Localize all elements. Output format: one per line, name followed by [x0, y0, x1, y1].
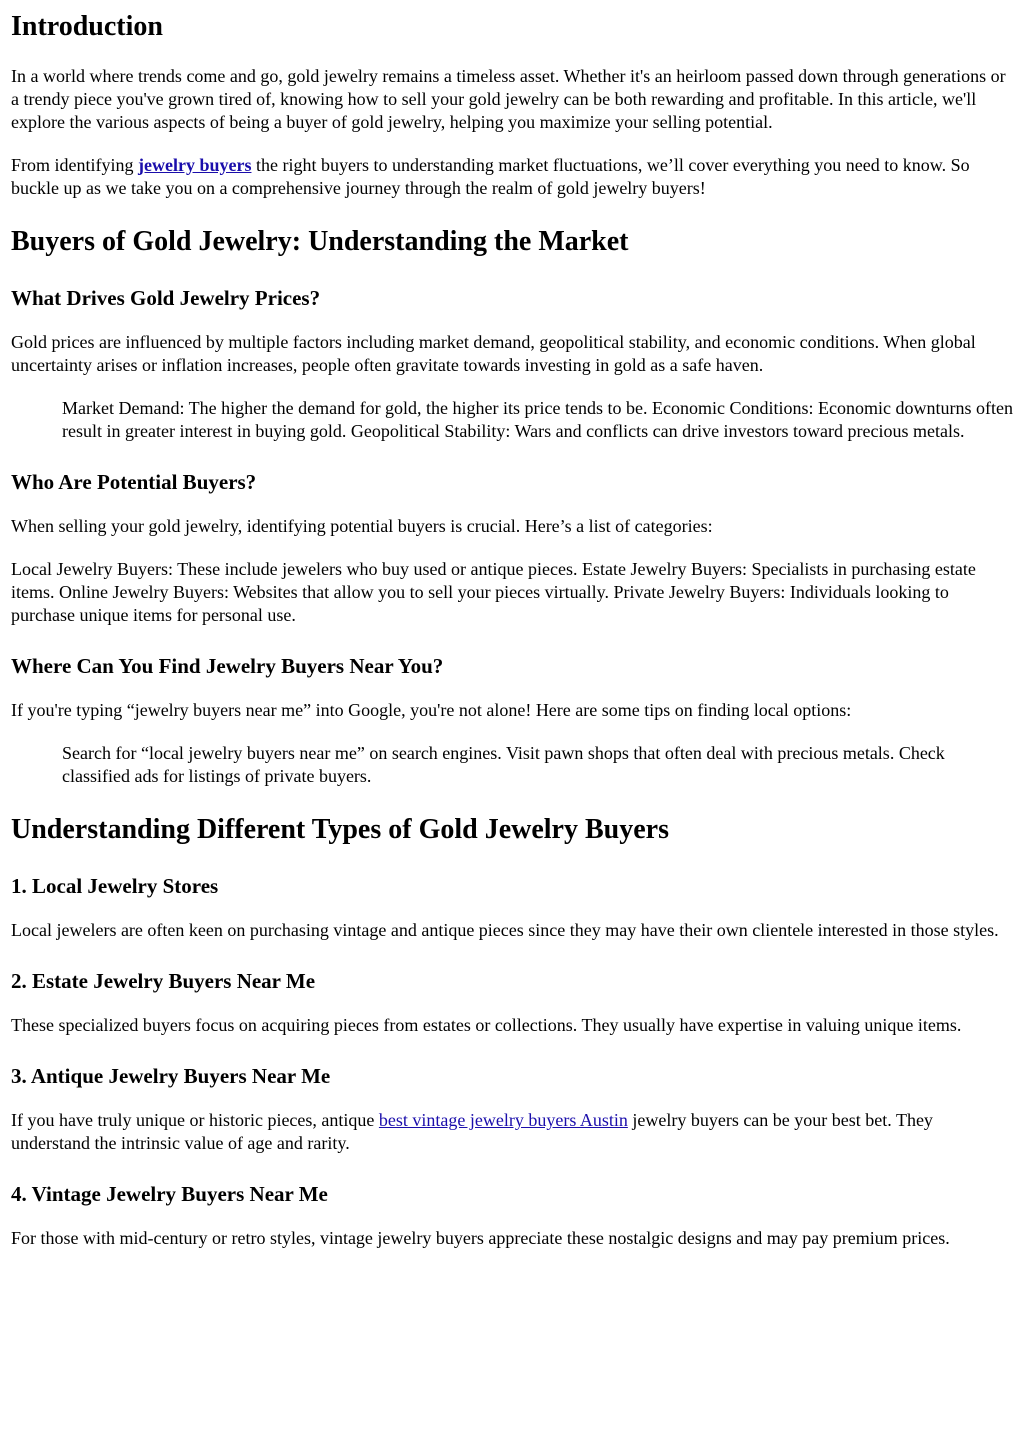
antique-buyers-heading: 3. Antique Jewelry Buyers Near Me [11, 1064, 331, 1088]
market-heading: Buyers of Gold Jewelry: Understanding the Market [11, 226, 629, 257]
jewelry-buyers-link[interactable]: jewelry buyers [138, 155, 252, 175]
local-stores-paragraph: Local jewelers are often keen on purchasing vintage and antique pieces since they may have their own clientele interested in those styles. [11, 920, 999, 940]
potential-buyers-paragraph-2: Local Jewelry Buyers: These include jewelers who buy used or antique pieces. Estate Jewelry Buyers: Specialists in purchasing estate items. Online Jewelry Buyers: Websites that allow you to sell your pieces virtually. Private Jewelry Buyers: Individuals looking to purchase unique items for personal use. [11, 559, 976, 625]
vintage-buyers-heading: 4. Vintage Jewelry Buyers Near Me [11, 1182, 328, 1206]
potential-buyers-paragraph-1: When selling your gold jewelry, identifying potential buyers is crucial. Here’s a list of categories: [11, 516, 713, 536]
estate-buyers-heading: 2. Estate Jewelry Buyers Near Me [11, 969, 316, 993]
where-paragraph: If you're typing “jewelry buyers near me” into Google, you're not alone! Here are some tips on finding local options: [11, 700, 852, 720]
where-quote: Search for “local jewelry buyers near me” on search engines. Visit pawn shops that often deal with precious metals. Check classified ads for listings of private buyers. [62, 743, 945, 786]
intro-heading: Introduction [11, 11, 163, 42]
intro-paragraph-1: In a world where trends come and go, gold jewelry remains a timeless asset. Whether it's an heirloom passed down through generations or a trendy piece you've grown tired of, knowing how to sell your gold jewelry can be both rewarding and profitable. In this article, we'll explore the various aspects of being a buyer of gold jewelry, helping you maximize your selling potential. [11, 66, 1006, 132]
antique-paragraph-text-end: jewelry buyers can be your best bet. They understand the intrinsic value of age and rarity. [11, 1110, 933, 1153]
intro-paragraph-2 [11, 154, 1013, 200]
estate-buyers-paragraph: These specialized buyers focus on acquiring pieces from estates or collections. They usually have expertise in valuing unique items. [11, 1015, 962, 1035]
types-heading: Understanding Different Types of Gold Jewelry Buyers [11, 814, 669, 845]
local-stores-heading: 1. Local Jewelry Stores [11, 874, 219, 898]
best-vintage-jewelry-buyers-austin-link[interactable]: best vintage jewelry buyers Austin [378, 1110, 628, 1130]
antique-buyers-paragraph [11, 1109, 1013, 1155]
intro-paragraph-2-text-start: From identifying [11, 155, 138, 175]
drives-paragraph: Gold prices are influenced by multiple factors including market demand, geopolitical stability, and economic conditions. When global uncertainty arises or inflation increases, people often gravitate towards investing in gold as a safe haven. [11, 332, 976, 375]
where-heading: Where Can You Find Jewelry Buyers Near You? [11, 654, 444, 678]
antique-paragraph-text-start: If you have truly unique or historic pieces, antique [11, 1110, 379, 1130]
intro-paragraph-2-text-end: the right buyers to understanding market fluctuations, we’ll cover everything you need to know. So buckle up as we take you on a comprehensive journey through the realm of gold jewelry buyers! [11, 155, 970, 198]
drives-heading: What Drives Gold Jewelry Prices? [11, 286, 321, 310]
potential-buyers-heading: Who Are Potential Buyers? [11, 470, 257, 494]
vintage-buyers-paragraph: For those with mid-century or retro styles, vintage jewelry buyers appreciate these nostalgic designs and may pay premium prices. [11, 1228, 950, 1248]
drives-quote: Market Demand: The higher the demand for gold, the higher its price tends to be. Economic Conditions: Economic downturns often result in greater interest in buying gold. Geopolitical Stability: Wars and conflicts can drive investors toward precious metals. [62, 398, 1013, 441]
